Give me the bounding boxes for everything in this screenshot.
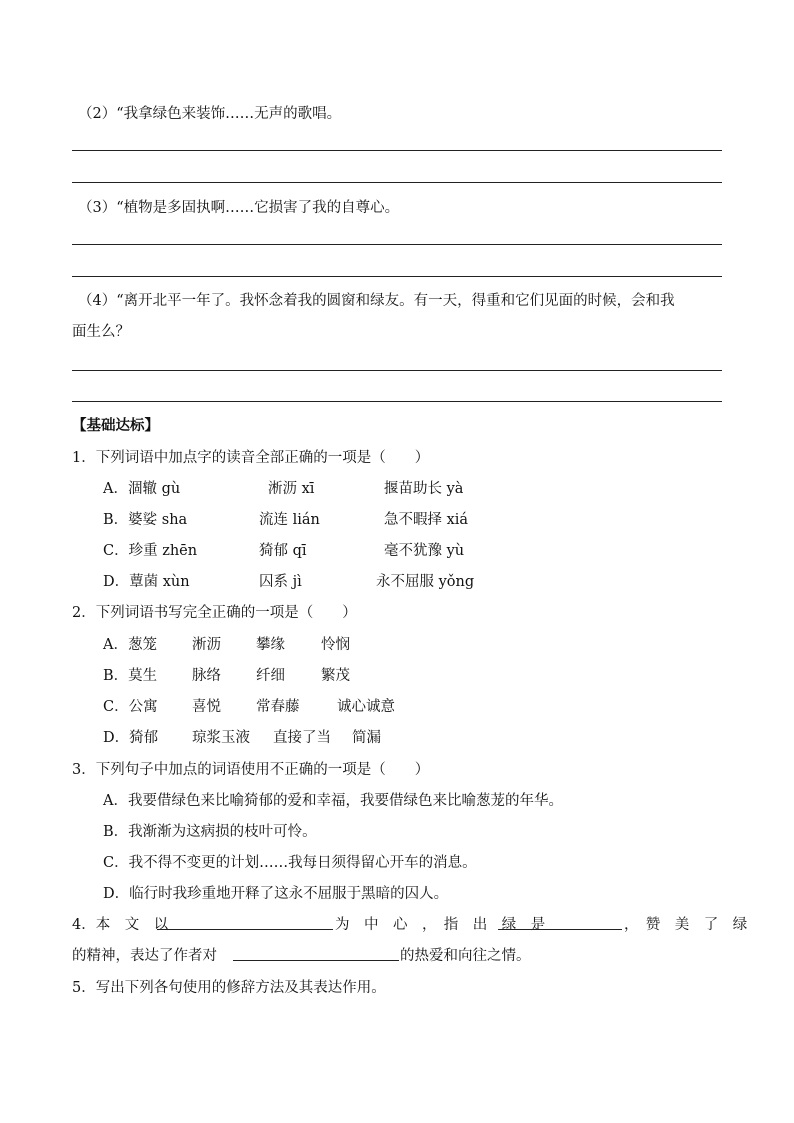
q3-option-c: C．我不得不变更的计划……我每日须得留心开车的消息。 [103, 855, 477, 871]
q1-option-c-2: 猗郁 qī [259, 543, 307, 559]
q2-option-c-4: 诚心诚意 [337, 699, 395, 715]
q1-option-a-3: 揠苗助长 yà [384, 481, 464, 497]
q1-option-d-1: D．蕈菌 xùn [103, 574, 190, 590]
q1-option-c-3: 毫不犹豫 yù [384, 543, 465, 559]
answer-line[interactable] [72, 182, 722, 183]
q2-option-d-2: 琼浆玉液 [192, 730, 250, 746]
q2-option-d-4: 简漏 [352, 730, 381, 746]
answer-line[interactable] [72, 244, 722, 245]
q2-option-c-2: 喜悦 [192, 699, 221, 715]
q2-option-a-4: 怜悯 [321, 637, 350, 653]
q1-option-b-3: 急不暇择 xiá [384, 512, 469, 528]
q2-option-b-3: 纤细 [256, 668, 285, 684]
q1-stem: 1．下列词语中加点字的读音全部正确的一项是（ ） [72, 450, 430, 466]
q2-option-d-1: D．猗郁 [103, 730, 159, 746]
q3-option-b: B．我渐渐为这病损的枝叶可怜。 [103, 824, 317, 840]
q2-stem: 2．下列词语书写完全正确的一项是（ ） [72, 605, 357, 621]
reading-q3: （3）“植物是多固执啊……它损害了我的自尊心。 [78, 200, 400, 216]
q4-part5: 的热爱和向往之情。 [400, 948, 531, 964]
q1-option-c-1: C．珍重 zhēn [103, 543, 198, 559]
q1-option-b-2: 流连 lián [259, 512, 320, 528]
q1-option-a-2: 淅沥 xī [268, 481, 315, 497]
q1-option-b-1: B．婆娑 sha [103, 512, 188, 528]
q5-stem: 5．写出下列各句使用的修辞方法及其表达作用。 [72, 980, 386, 996]
q4-part2: 为 中 心 ， 指 出 绿 是 [335, 917, 546, 933]
blank-field[interactable] [498, 915, 622, 930]
reading-q4-line2: 面生么？ [72, 324, 130, 340]
q1-option-d-2: 囚系 jì [259, 574, 302, 590]
blank-field[interactable] [233, 946, 399, 961]
q2-option-a-3: 攀缘 [256, 637, 285, 653]
q2-option-b-2: 脉络 [192, 668, 221, 684]
section-title: 【基础达标】 [72, 417, 159, 434]
blank-field[interactable] [157, 915, 333, 930]
q2-option-c-1: C．公寓 [103, 699, 158, 715]
q2-option-a-2: 淅沥 [192, 637, 221, 653]
q4-part4: 的精神，表达了作者对 [72, 948, 217, 964]
q2-option-b-4: 繁茂 [321, 668, 350, 684]
q2-option-b-1: B．莫生 [103, 668, 158, 684]
q3-option-d: D．临行时我珍重地开释了这永不屈服于黑暗的囚人。 [103, 886, 449, 902]
q1-option-a-1: A．涸辙 gù [103, 481, 181, 497]
q2-option-c-3: 常春藤 [256, 699, 300, 715]
q1-option-d-3: 永不屈服 yǒng [376, 574, 475, 590]
answer-line[interactable] [72, 401, 722, 402]
answer-line[interactable] [72, 276, 722, 277]
q4-part3: ， 赞 美 了 绿 [624, 917, 748, 933]
reading-q4-line1: （4）“离开北平一年了。我怀念着我的圆窗和绿友。有一天，得重和它们见面的时候，会和我 [78, 293, 675, 309]
q4-part1: 4．本 文 以 [72, 917, 169, 933]
answer-line[interactable] [72, 370, 722, 371]
q3-option-a: A．我要借绿色来比喻猗郁的爱和幸福，我要借绿色来比喻葱茏的年华。 [103, 793, 563, 809]
answer-line[interactable] [72, 150, 722, 151]
reading-q2: （2）“我拿绿色来装饰……无声的歌唱。 [78, 106, 342, 122]
q2-option-d-3: 直接了当 [273, 730, 331, 746]
q3-stem: 3．下列句子中加点的词语使用不正确的一项是（ ） [72, 762, 430, 778]
q2-option-a-1: A．葱笼 [103, 637, 157, 653]
